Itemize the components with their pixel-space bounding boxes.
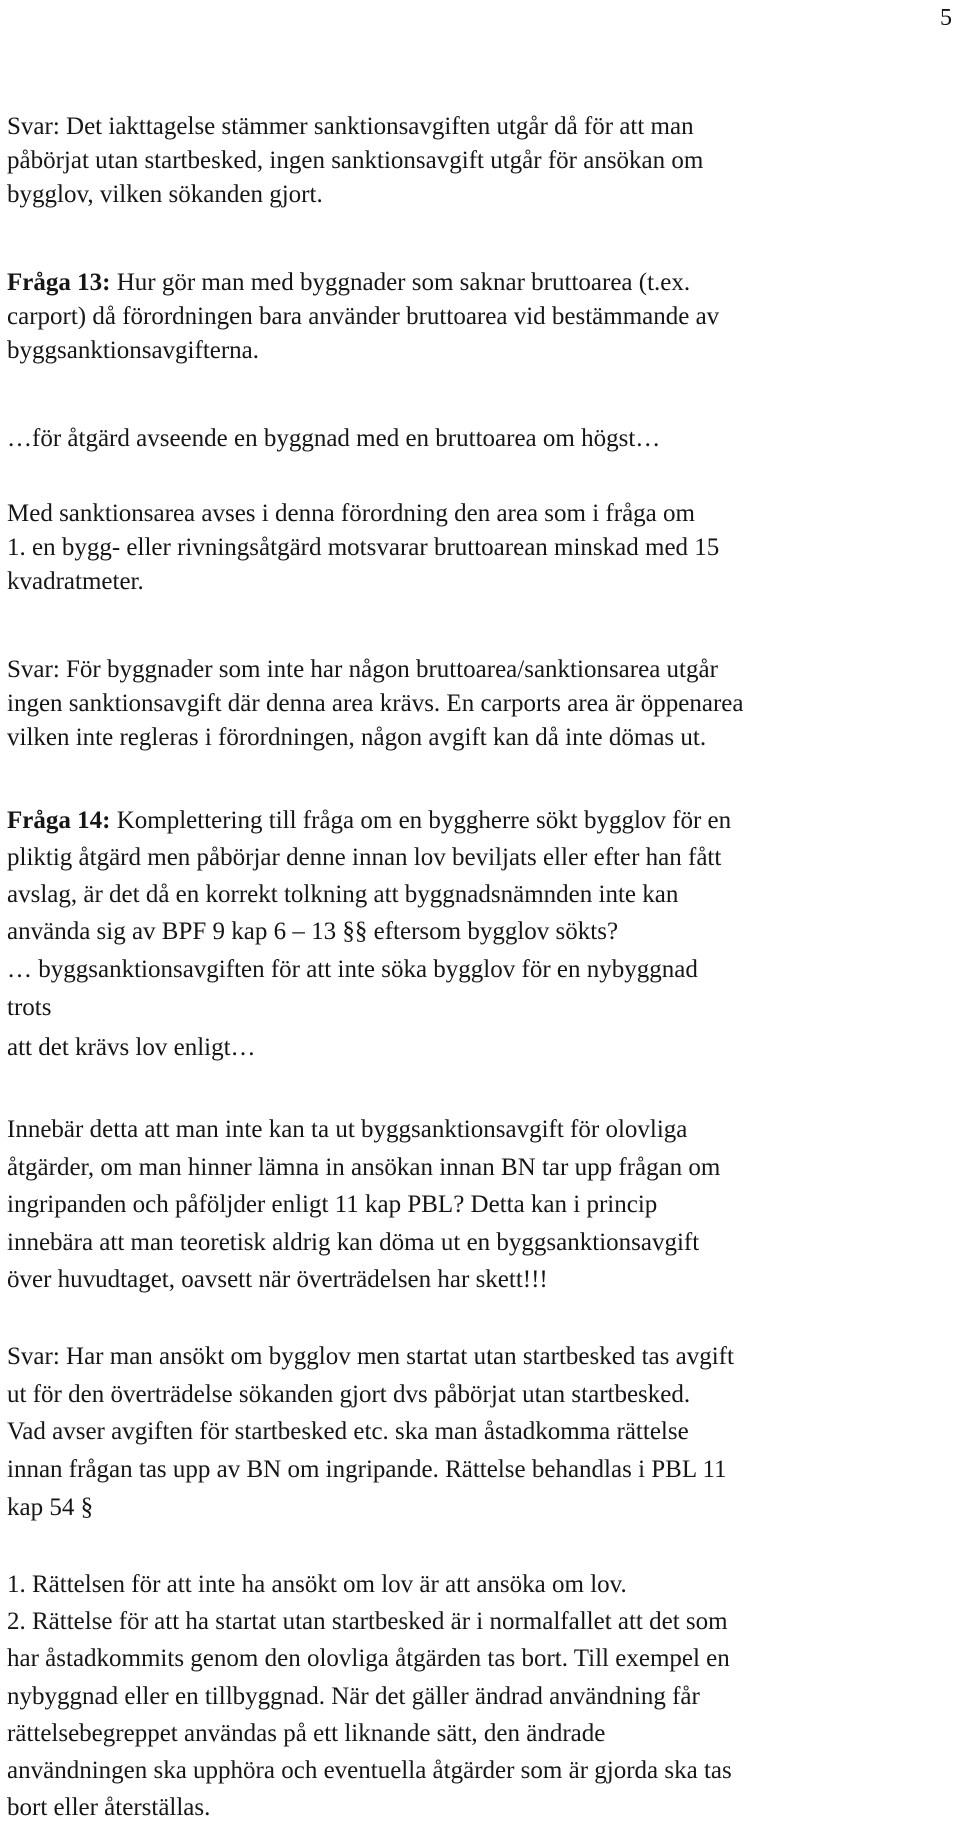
list-item-2-line-2: har åstadkommits genom den olovliga åtgärden tas bort. Till exempel en <box>7 1645 730 1672</box>
paragraph-7-line-2: åtgärder, om man hinner lämna in ansökan innan BN tar upp frågan om <box>7 1154 721 1181</box>
question-14-label: Fråga 14: <box>7 807 111 834</box>
answer-13-line-3: vilken inte regleras i förordningen, någon avgift kan då inte dömas ut. <box>7 724 707 751</box>
definition-line-1: Med sanktionsarea avses i denna förordning den area som i fråga om <box>7 500 695 527</box>
list-item-2-line-3: nybyggnad eller en tillbyggnad. När det gäller ändrad användning får <box>7 1683 700 1710</box>
answer-13-line-2: ingen sanktionsavgift där denna area krävs. En carports area är öppenarea <box>7 690 744 717</box>
list-item-2-line-4: rättelsebegreppet användas på ett liknande sätt, den ändrade <box>7 1720 606 1747</box>
question-14-line-1 <box>7 806 731 836</box>
paragraph-1-line-2: påbörjat utan startbesked, ingen sanktionsavgift utgår för ansökan om <box>7 147 704 174</box>
list-item-2-line-5: användningen ska upphöra och eventuella åtgärder som är gjorda ska tas <box>7 1757 732 1784</box>
paragraph-7-line-4: innebära att man teoretisk aldrig kan döma ut en byggsanktionsavgift <box>7 1229 700 1256</box>
definition-line-3: kvadratmeter. <box>7 568 144 595</box>
question-14-line-6: trots <box>7 994 52 1021</box>
paragraph-7-line-1: Innebär detta att man inte kan ta ut byggsanktionsavgift för olovliga <box>7 1116 688 1143</box>
question-13-line-3: byggsanktionsavgifterna. <box>7 337 260 364</box>
question-13-line-2: carport) då förordningen bara använder bruttoarea vid bestämmande av <box>7 303 720 330</box>
list-item-2-line-6: bort eller återställas. <box>7 1794 211 1821</box>
paragraph-1-line-3: bygglov, vilken sökanden gjort. <box>7 181 323 208</box>
paragraph-1-line-1: Svar: Det iakttagelse stämmer sanktionsavgiften utgår då för att man <box>7 113 694 140</box>
paragraph-7-line-5: över huvudtaget, oavsett när överträdelsen har skett!!! <box>7 1266 548 1293</box>
quote-line-1: …för åtgärd avseende en byggnad med en bruttoarea om högst… <box>7 425 661 452</box>
question-14-text: Komplettering till fråga om en byggherre sökt bygglov för en <box>110 807 732 834</box>
question-13-text: Hur gör man med byggnader som saknar bruttoarea (t.ex. <box>110 269 691 296</box>
answer-14-line-5: kap 54 § <box>7 1494 94 1521</box>
question-13-label: Fråga 13: <box>7 269 111 296</box>
question-14-line-2: pliktig åtgärd men påbörjar denne innan lov beviljats eller efter han fått <box>7 844 722 871</box>
answer-13-line-1: Svar: För byggnader som inte har någon bruttoarea/sanktionsarea utgår <box>7 656 718 683</box>
list-item-2-line-1: 2. Rättelse för att ha startat utan startbesked är i normalfallet att det som <box>7 1608 728 1635</box>
question-14-line-7: att det krävs lov enligt… <box>7 1034 256 1061</box>
question-13-line-1 <box>7 268 690 298</box>
paragraph-7-line-3: ingripanden och påföljder enligt 11 kap PBL? Detta kan i princip <box>7 1191 658 1218</box>
question-14-line-4: använda sig av BPF 9 kap 6 – 13 §§ eftersom bygglov sökts? <box>7 918 619 945</box>
answer-14-line-1: Svar: Har man ansökt om bygglov men startat utan startbesked tas avgift <box>7 1343 734 1370</box>
answer-14-line-2: ut för den överträdelse sökanden gjort dvs påbörjat utan startbesked. <box>7 1381 691 1408</box>
page-number: 5 <box>940 5 952 31</box>
question-14-line-3: avslag, är det då en korrekt tolkning att byggnadsnämnden inte kan <box>7 881 679 908</box>
answer-14-line-3: Vad avser avgiften för startbesked etc. ska man åstadkomma rättelse <box>7 1418 689 1445</box>
list-item-1: 1. Rättelsen för att inte ha ansökt om lov är att ansöka om lov. <box>7 1571 627 1598</box>
definition-line-2: 1. en bygg- eller rivningsåtgärd motsvarar bruttoarean minskad med 15 <box>7 534 720 561</box>
question-14-line-5: … byggsanktionsavgiften för att inte söka bygglov för en nybyggnad <box>7 956 698 983</box>
answer-14-line-4: innan frågan tas upp av BN om ingripande. Rättelse behandlas i PBL 11 <box>7 1456 727 1483</box>
